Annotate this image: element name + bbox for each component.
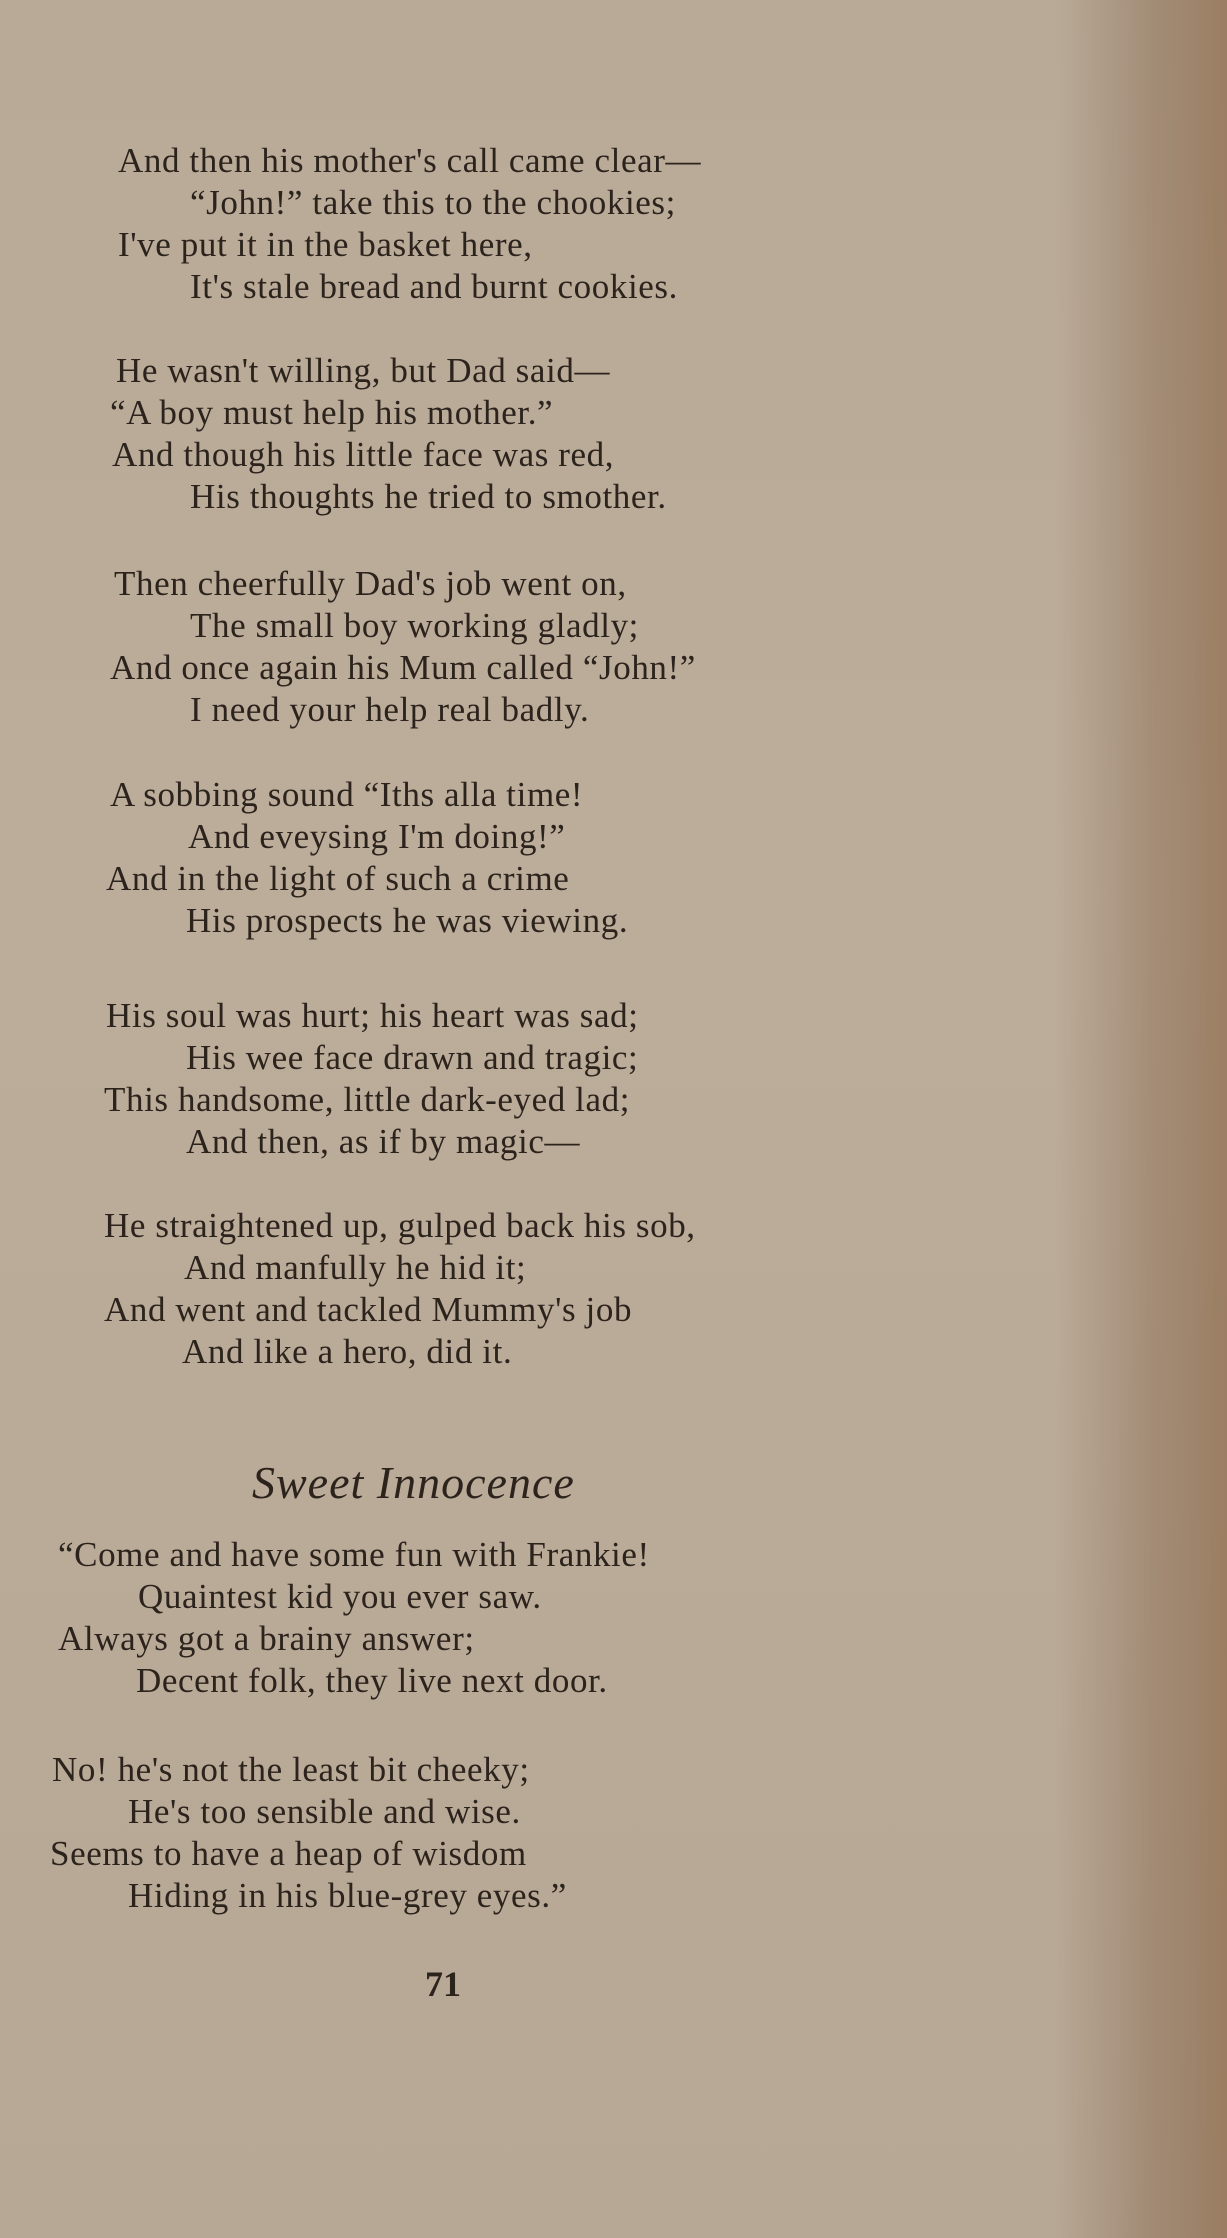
poem-line: A sobbing sound “Iths alla time! xyxy=(110,775,584,814)
poem-title: Sweet Innocence xyxy=(252,1457,575,1508)
poem-line: No! he's not the least bit cheeky; xyxy=(52,1750,530,1789)
page-number: 71 xyxy=(425,1964,461,2004)
poem-line: “Come and have some fun with Frankie! xyxy=(58,1535,650,1574)
poem-line: Quaintest kid you ever saw. xyxy=(138,1577,542,1616)
poem-line: I need your help real badly. xyxy=(190,690,590,729)
poem-line: His prospects he was viewing. xyxy=(186,901,629,940)
poem-line: Decent folk, they live next door. xyxy=(136,1661,608,1700)
poem-line: And eveysing I'm doing!” xyxy=(188,817,566,856)
poem-line: He's too sensible and wise. xyxy=(128,1792,521,1831)
poem-line: “John!” take this to the chookies; xyxy=(190,183,676,222)
poem-line: Always got a brainy answer; xyxy=(58,1619,475,1658)
poem-line: It's stale bread and burnt cookies. xyxy=(190,267,678,306)
poem-line: The small boy working gladly; xyxy=(190,606,640,645)
poem-line: And once again his Mum called “John!” xyxy=(110,648,696,687)
poem-line: And like a hero, did it. xyxy=(182,1332,513,1371)
poem-line: He straightened up, gulped back his sob, xyxy=(104,1206,696,1245)
poem-line: “A boy must help his mother.” xyxy=(110,393,554,432)
poem-line: This handsome, little dark-eyed lad; xyxy=(104,1080,631,1119)
poem-line: Hiding in his blue-grey eyes.” xyxy=(128,1876,567,1915)
poem-line: And went and tackled Mummy's job xyxy=(104,1290,633,1329)
poem-line: He wasn't willing, but Dad said— xyxy=(116,351,611,390)
poem-line: And then his mother's call came clear— xyxy=(118,141,702,180)
poem-line: And though his little face was red, xyxy=(112,435,615,474)
poem-line: His soul was hurt; his heart was sad; xyxy=(106,996,639,1035)
poem-line: Then cheerfully Dad's job went on, xyxy=(114,564,627,603)
poem-line: And in the light of such a crime xyxy=(106,859,570,898)
poem-line: I've put it in the basket here, xyxy=(118,225,533,264)
poem-line: His thoughts he tried to smother. xyxy=(190,477,667,516)
poem-line: And then, as if by magic— xyxy=(186,1122,581,1161)
poem-line: His wee face drawn and tragic; xyxy=(186,1038,639,1077)
poem-line: Seems to have a heap of wisdom xyxy=(50,1834,527,1873)
poem-line: And manfully he hid it; xyxy=(184,1248,527,1287)
